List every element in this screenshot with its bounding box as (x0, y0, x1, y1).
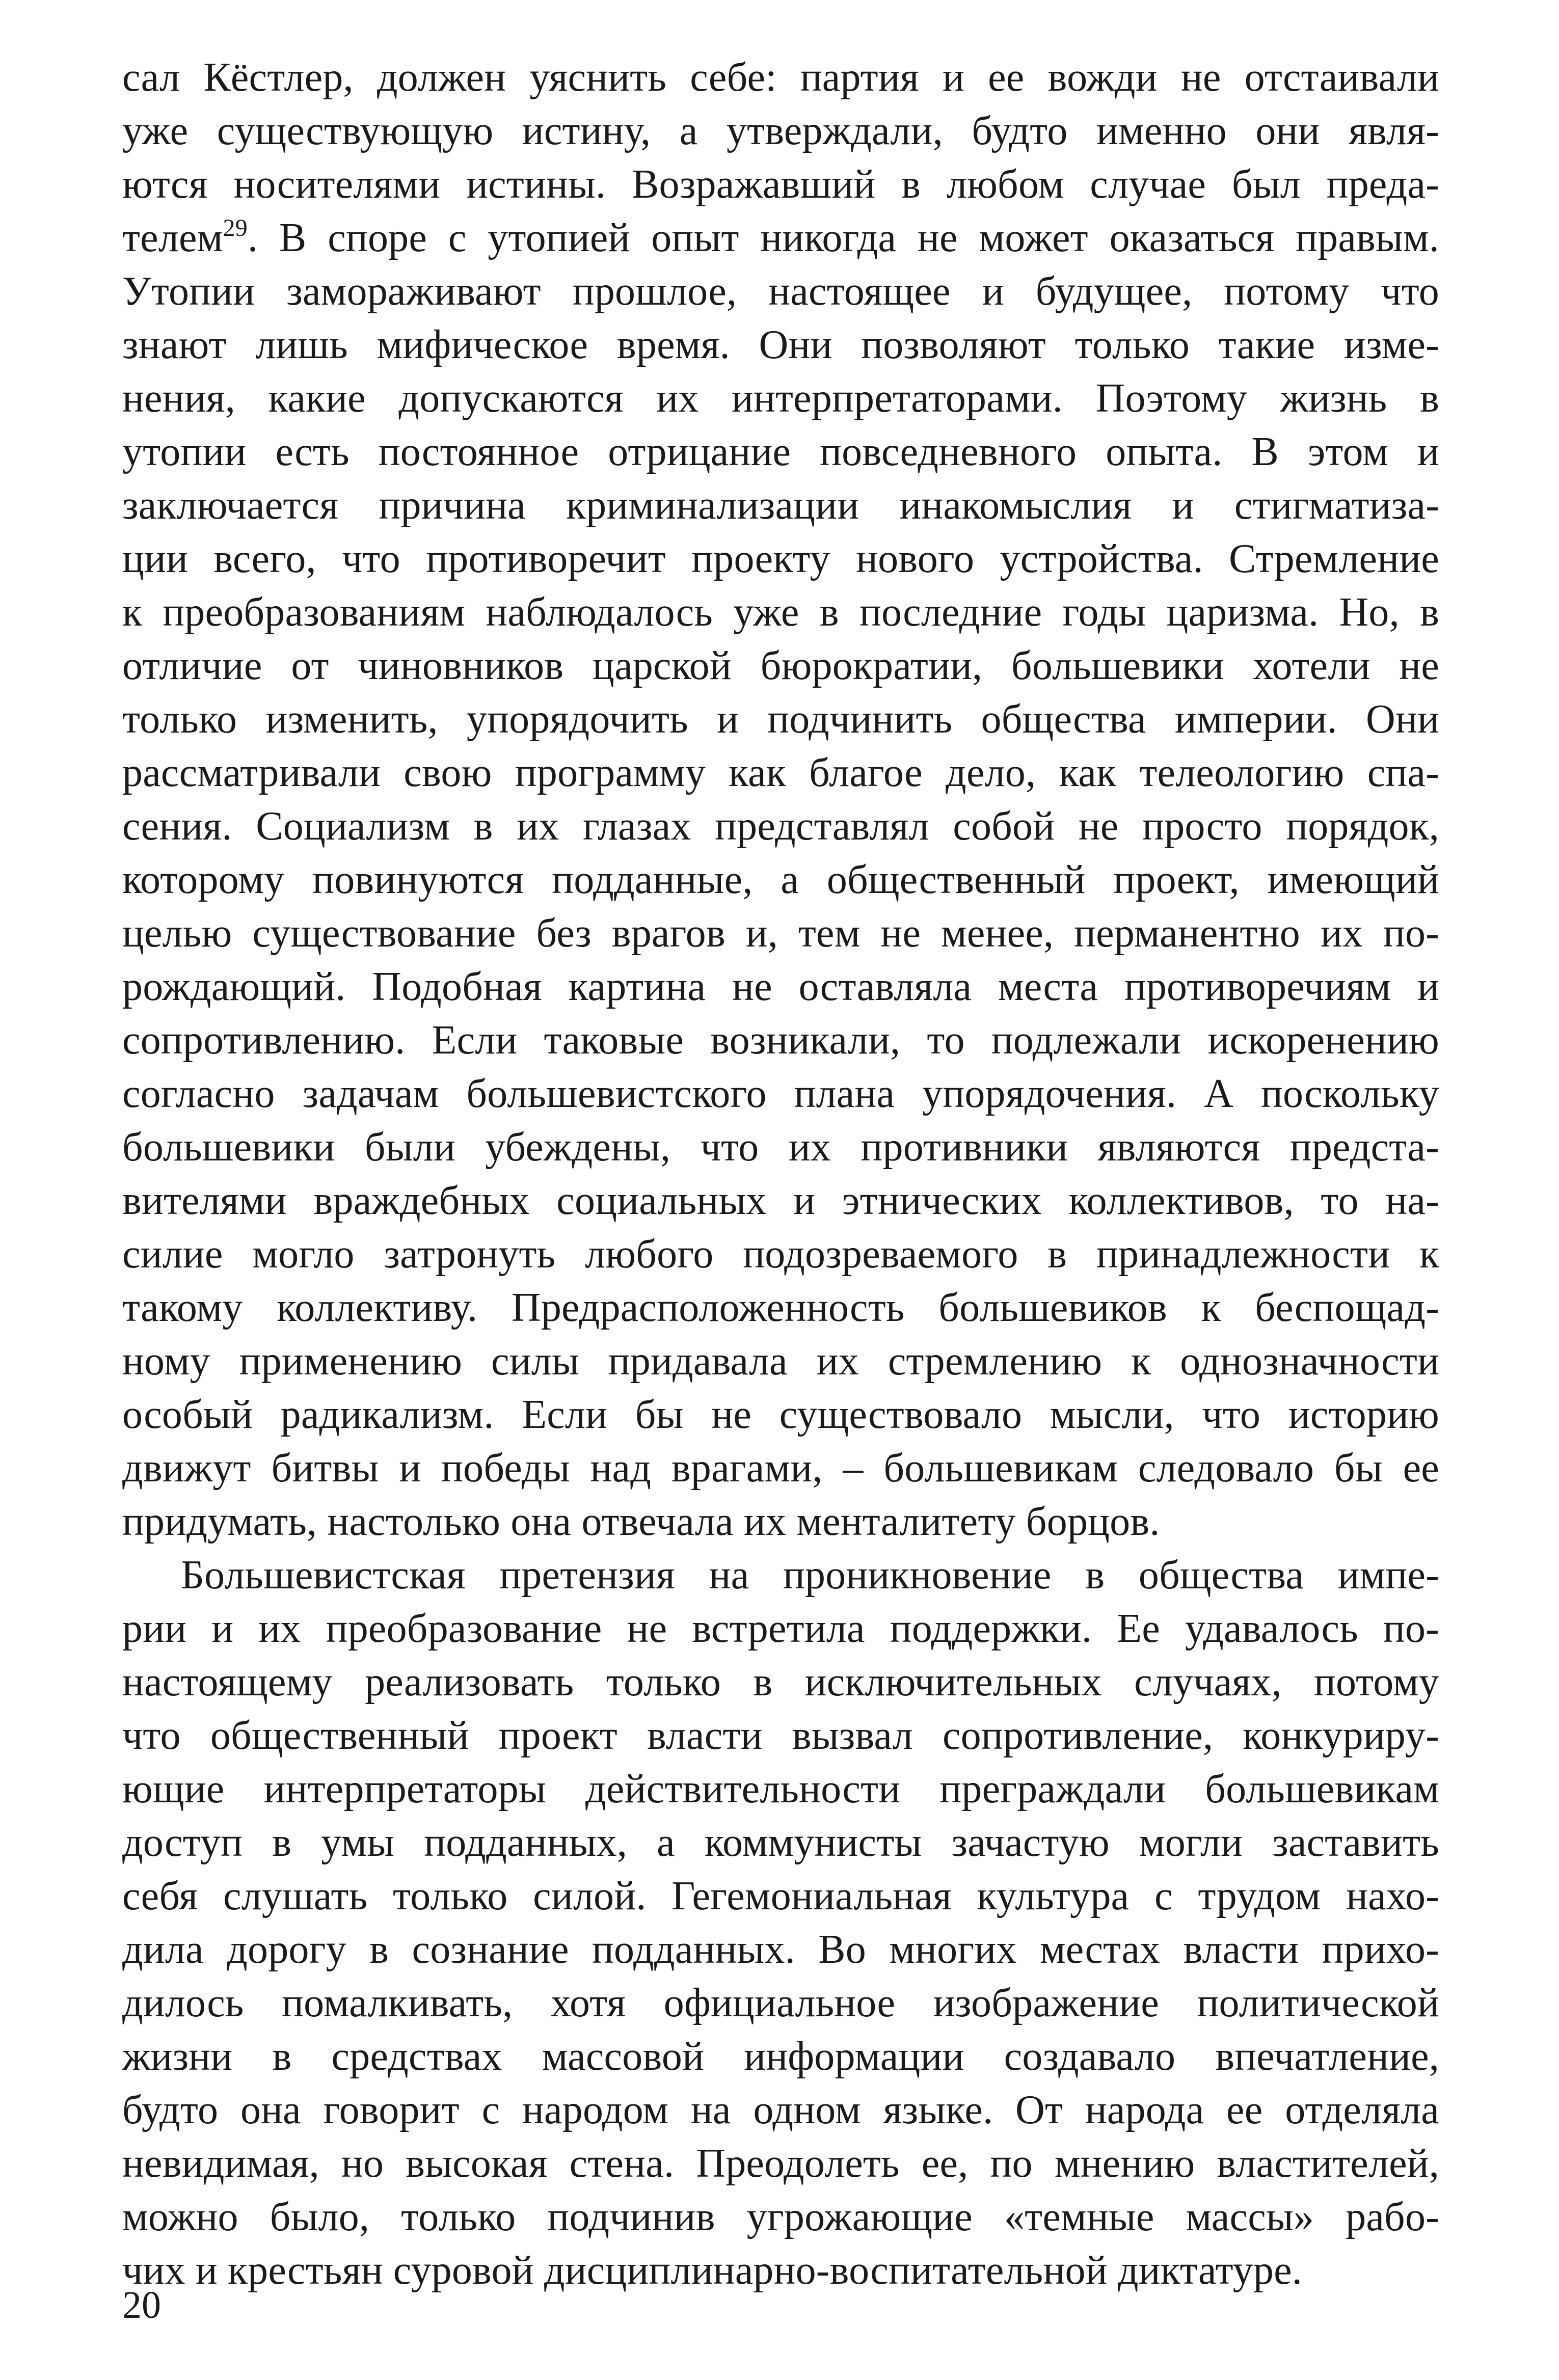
paragraph (122, 1549, 1439, 2297)
text-line: невидимая, но высокая стена. Преодолеть ее, по мнению властителей, (122, 2141, 1439, 2186)
text-line: знают лишь мифическое время. Они позволяют только такие изме- (122, 322, 1439, 367)
text-line: будто она говорит с народом на одном языке. От народа ее отделяла (122, 2088, 1439, 2132)
text-line: к преобразованиям наблюдалось уже в последние годы царизма. Но, в (122, 590, 1439, 635)
text-line: сения. Социализм в их глазах представлял собой не просто порядок, (122, 804, 1439, 849)
text-line: можно было, только подчинив угрожающие «темные массы» рабо- (122, 2195, 1439, 2239)
text-line: дила дорогу в сознание подданных. Во многих местах власти прихо- (122, 1927, 1439, 1972)
paragraph (122, 51, 1439, 1549)
text-line: такому коллективу. Предрасположенность большевиков к беспощад- (122, 1285, 1439, 1330)
text-line: рии и их преобразование не встретила поддержки. Ее удавалось по- (122, 1606, 1439, 1651)
text-line: ются носителями истины. Возражавший в любом случае был преда- (122, 162, 1439, 207)
text-line: рассматривали свою программу как благое дело, как телеологию спа- (122, 750, 1439, 795)
text-line: доступ в умы подданных, а коммунисты зачастую могли заставить (122, 1820, 1439, 1865)
footnote-marker[interactable]: 29 (223, 214, 248, 241)
text-line: что общественный проект власти вызвал сопротивление, конкуриру- (122, 1713, 1439, 1758)
text-line: Большевистская претензия на проникновение в общества импе- (181, 1553, 1439, 1598)
text-line: согласно задачам большевистского плана упорядочения. А поскольку (122, 1071, 1439, 1116)
text-line: движут битвы и победы над врагами, – большевикам следовало бы ее (122, 1446, 1439, 1491)
text-line: себя слушать только силой. Гегемониальная культура с трудом нахо- (122, 1874, 1439, 1918)
text-line (122, 211, 1439, 265)
text-line: только изменить, упорядочить и подчинить общества империи. Они (122, 697, 1439, 742)
text-line: утопии есть постоянное отрицание повседневного опыта. В этом и (122, 429, 1439, 474)
text-line: жизни в средствах массовой информации создавало впечатление, (122, 2034, 1439, 2079)
text-line: Утопии замораживают прошлое, настоящее и будущее, потому что (122, 269, 1439, 314)
text-line: рождающий. Подобная картина не оставляла места противоречиям и (122, 964, 1439, 1009)
body-text (122, 51, 1439, 2297)
book-page (122, 51, 1439, 2333)
text-line: вителями враждебных социальных и этнических коллективов, то на- (122, 1178, 1439, 1223)
text-line: ции всего, что противоречит проекту нового устройства. Стремление (122, 536, 1439, 581)
text-line: настоящему реализовать только в исключительных случаях, потому (122, 1660, 1439, 1705)
text-line: заключается причина криминализации инакомыслия и стигматиза- (122, 483, 1439, 528)
page-number: 20 (122, 2284, 161, 2327)
text-line: придумать, настолько она отвечала их менталитету борцов. (122, 1499, 1160, 1544)
text-line: которому повинуются подданные, а общественный проект, имеющий (122, 857, 1439, 902)
text-line: дилось помалкивать, хотя официальное изображение политической (122, 1981, 1439, 2025)
text-line: уже существующую истину, а утверждали, будто именно они явля- (122, 109, 1439, 153)
text-line: сал Кёстлер, должен уяснить себе: партия и ее вожди не отстаивали (122, 55, 1439, 100)
text-line: чих и крестьян суровой дисциплинарно-воспитательной диктатуре. (122, 2248, 1302, 2293)
text-line: особый радикализм. Если бы не существовало мысли, что историю (122, 1392, 1439, 1437)
text-line: ющие интерпретаторы действительности преграждали большевикам (122, 1767, 1439, 1811)
text-segment: . В споре с утопией опыт никогда не может оказаться правым. (247, 215, 1439, 260)
text-line: ному применению силы придавала их стремлению к однозначности (122, 1339, 1439, 1384)
text-segment: телем (122, 215, 223, 260)
text-line: целью существование без врагов и, тем не менее, перманентно их по- (122, 911, 1439, 956)
text-line: большевики были убеждены, что их противники являются предста- (122, 1125, 1439, 1170)
text-line: сопротивлению. Если таковые возникали, то подлежали искоренению (122, 1018, 1439, 1063)
text-line: силие могло затронуть любого подозреваемого в принадлежности к (122, 1232, 1439, 1277)
text-line: отличие от чиновников царской бюрократии, большевики хотели не (122, 643, 1439, 688)
text-line: нения, какие допускаются их интерпретаторами. Поэтому жизнь в (122, 376, 1439, 421)
